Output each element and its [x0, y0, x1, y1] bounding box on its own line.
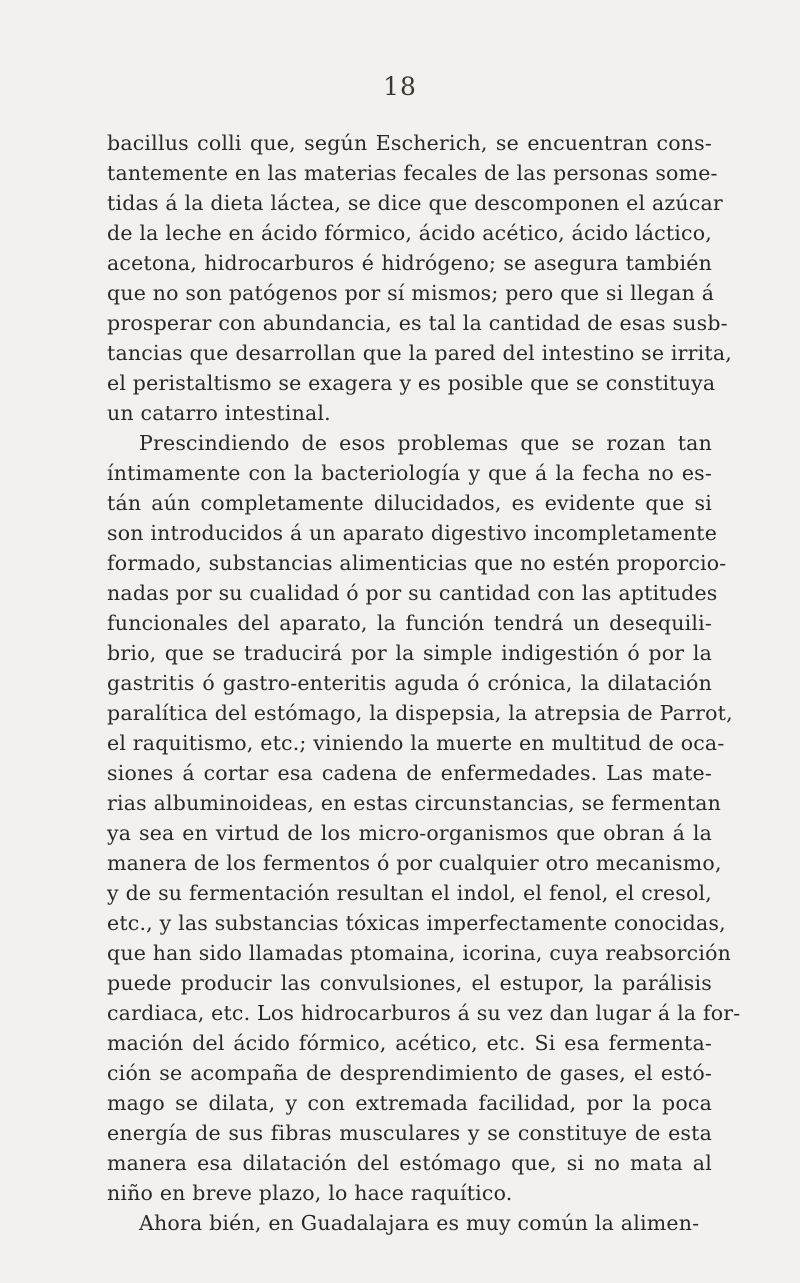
text-line: etc., y las substancias tóxicas imperfectamente conocidas,	[107, 911, 726, 935]
text-line: y de su fermentación resultan el indol, el fenol, el cresol,	[107, 881, 712, 905]
text-line: íntimamente con la bacteriología y que á la fecha no es-	[107, 461, 712, 485]
text-line: funcionales del aparato, la función tendrá un desequili-	[107, 611, 712, 635]
paragraph-start-line: Prescindiendo de esos problemas que se rozan tan	[139, 431, 712, 455]
text-line: manera esa dilatación del estómago que, si no mata al	[107, 1151, 712, 1175]
text-line: puede producir las convulsiones, el estupor, la parálisis	[107, 971, 712, 995]
text-line: gastritis ó gastro-enteritis aguda ó crónica, la dilatación	[107, 671, 712, 695]
text-line: rias albuminoideas, en estas circunstancias, se fermentan	[107, 791, 722, 815]
text-line: prosperar con abundancia, es tal la cantidad de esas susb-	[107, 311, 728, 335]
paragraph-end-line: niño en breve plazo, lo hace raquítico.	[107, 1181, 513, 1205]
text-line: el peristaltismo se exagera y es posible que se constituya	[107, 371, 716, 395]
body-text	[107, 128, 741, 1238]
text-line: tancias que desarrollan que la pared del intestino se irrita,	[107, 341, 732, 365]
text-line: energía de sus fibras musculares y se constituye de esta	[107, 1121, 712, 1145]
text-line: formado, substancias alimenticias que no estén proporcio-	[107, 551, 727, 575]
paragraph-end-line: un catarro intestinal.	[107, 401, 331, 425]
text-line: son introducidos á un aparato digestivo incompletamente	[107, 521, 718, 545]
text-line: brio, que se traducirá por la simple indigestión ó por la	[107, 641, 712, 665]
text-line: acetona, hidrocarburos é hidrógeno; se asegura también	[107, 251, 712, 275]
text-line: mago se dilata, y con extremada facilidad, por la poca	[107, 1091, 712, 1115]
paragraph-start-line: Ahora bién, en Guadalajara es muy común la alimen-	[139, 1211, 700, 1235]
text-line: ción se acompaña de desprendimiento de gases, el estó-	[107, 1061, 712, 1085]
text-line: manera de los fermentos ó por cualquier otro mecanismo,	[107, 851, 722, 875]
text-line: ya sea en virtud de los micro-organismos que obran á la	[107, 821, 712, 845]
text-line: mación del ácido fórmico, acético, etc. Si esa fermenta-	[107, 1031, 712, 1055]
text-line: de la leche en ácido fórmico, ácido acético, ácido láctico,	[107, 221, 712, 245]
text-line: paralítica del estómago, la dispepsia, la atrepsia de Parrot,	[107, 701, 733, 725]
text-line: tidas á la dieta láctea, se dice que descomponen el azúcar	[107, 191, 723, 215]
text-line: tantemente en las materias fecales de las personas some-	[107, 161, 718, 185]
text-line: cardiaca, etc. Los hidrocarburos á su vez dan lugar á la for-	[107, 1001, 741, 1025]
text-line: bacillus colli que, según Escherich, se encuentran cons-	[107, 131, 712, 155]
text-line: el raquitismo, etc.; viniendo la muerte en multitud de oca-	[107, 731, 725, 755]
page-number: 18	[383, 72, 417, 101]
text-line: tán aún completamente dilucidados, es evidente que si	[107, 491, 712, 515]
text-line: nadas por su cualidad ó por su cantidad con las aptitudes	[107, 581, 718, 605]
text-line: que no son patógenos por sí mismos; pero que si llegan á	[107, 281, 715, 305]
text-line: siones á cortar esa cadena de enfermedades. Las mate-	[107, 761, 712, 785]
text-line: que han sido llamadas ptomaina, icorina, cuya reabsorción	[107, 941, 732, 965]
